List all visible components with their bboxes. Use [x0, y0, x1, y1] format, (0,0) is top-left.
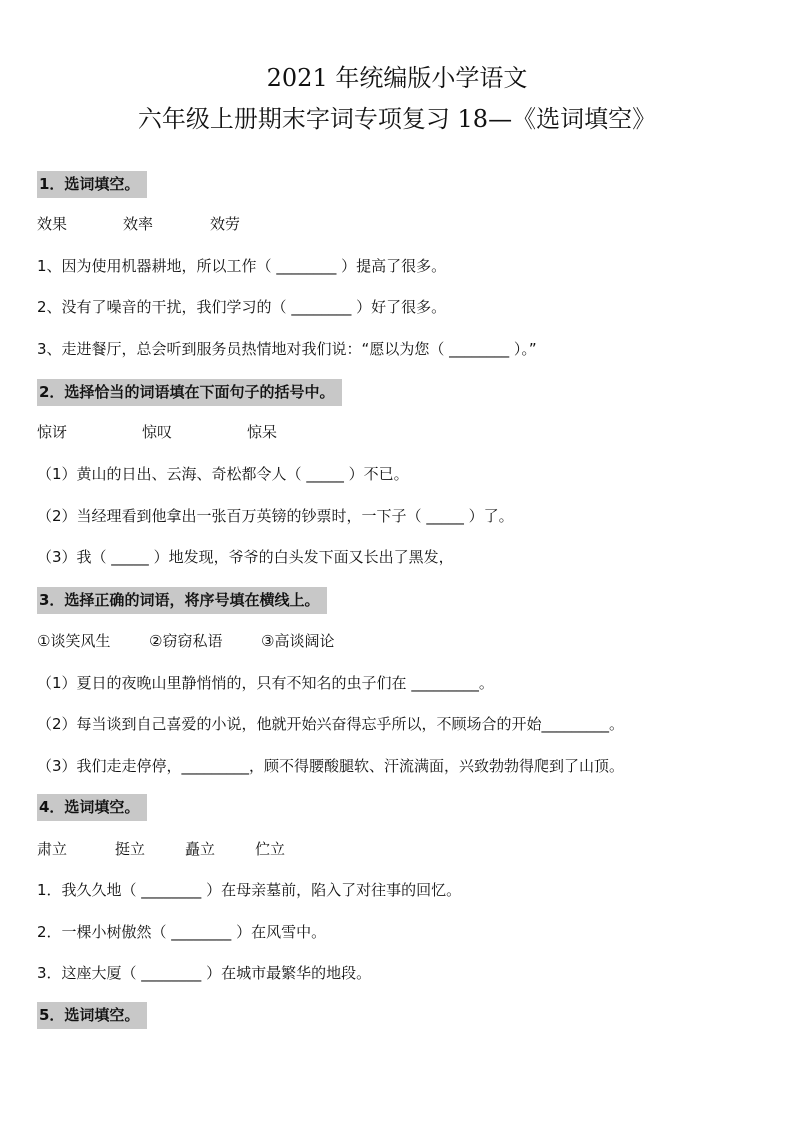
question-line: 3、走进餐厅，总会听到服务员热情地对我们说：“愿以为您（ ________ ）。” — [37, 340, 537, 358]
question-line: （1）夏日的夜晚山里静悄悄的，只有不知名的虫子们在 _________。 — [37, 674, 494, 692]
option-word: 惊讶 — [37, 423, 68, 441]
document-subtitle: 六年级上册期末字词专项复习 18—《选词填空》 — [137, 105, 657, 133]
option-word: 惊叹 — [142, 423, 173, 441]
question-line: （1）黄山的日出、云海、奇松都令人（ _____ ）不已。 — [37, 465, 409, 483]
option-word: 效劳 — [210, 215, 241, 233]
question-line: 1、因为使用机器耕地，所以工作（ ________ ）提高了很多。 — [37, 257, 447, 275]
document-title: 2021 年统编版小学语文 — [266, 64, 528, 92]
question-line: 3．这座大厦（ ________ ）在城市最繁华的地段。 — [37, 964, 372, 982]
option-word: 矗立 — [185, 840, 216, 858]
option-word: ②窃窃私语 — [149, 632, 223, 650]
option-word: 肃立 — [37, 840, 68, 858]
question-line: 2、没有了噪音的干扰，我们学习的（ ________ ）好了很多。 — [37, 298, 447, 316]
option-word: ③高谈阔论 — [261, 632, 335, 650]
option-word: 效果 — [37, 215, 68, 233]
section-2-heading: 2．选择恰当的词语填在下面句子的括号中。 — [37, 379, 342, 406]
section-3-heading: 3．选择正确的词语，将序号填在横线上。 — [37, 587, 327, 614]
question-line: （2）当经理看到他拿出一张百万英镑的钞票时，一下子（ _____ ）了。 — [37, 507, 514, 525]
section-1-heading: 1．选词填空。 — [37, 171, 147, 198]
question-line: （3）我们走走停停，_________，顾不得腰酸腿软、汗流满面，兴致勃勃得爬到了山顶。 — [37, 757, 625, 775]
option-word: 挺立 — [115, 840, 146, 858]
section-4-heading: 4．选词填空。 — [37, 794, 147, 821]
option-word: 伫立 — [255, 840, 286, 858]
section-5-heading: 5．选词填空。 — [37, 1002, 147, 1029]
question-line: 2．一棵小树傲然（ ________ ）在风雪中。 — [37, 923, 327, 941]
option-word: 惊呆 — [247, 423, 278, 441]
question-line: （3）我（ _____ ）地发现，爷爷的白头发下面又长出了黑发， — [37, 548, 454, 566]
option-word: 效率 — [123, 215, 154, 233]
question-line: 1．我久久地（ ________ ）在母亲墓前，陷入了对往事的回忆。 — [37, 881, 462, 899]
question-line: （2）每当谈到自己喜爱的小说，他就开始兴奋得忘乎所以，不顾场合的开始_________。 — [37, 715, 625, 733]
option-word: ①谈笑风生 — [37, 632, 111, 650]
